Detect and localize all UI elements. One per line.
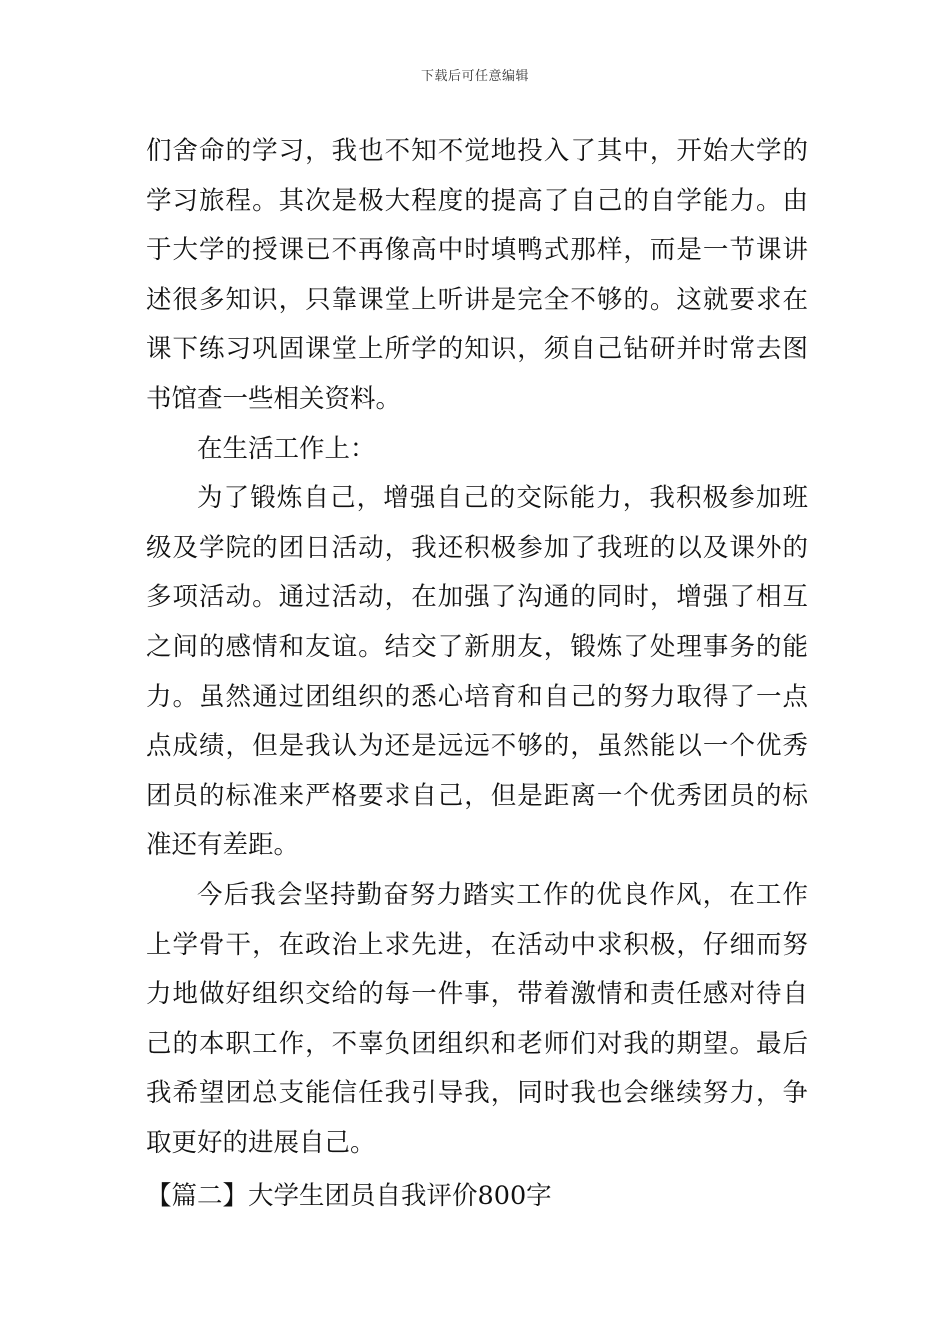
page-header-note: 下载后可任意编辑 <box>420 69 529 84</box>
paragraph-activities: 为了锻炼自己，增强自己的交际能力，我积极参加班级及学院的团日活动，我还积极参加了我班的以及课外的多项活动。通过活动，在加强了沟通的同时，增强了相互之间的感情和友谊。结交了新朋友，锻炼了处理事务的能力。虽然通过团组织的悉心培育和自己的努力取得了一点点成绩，但是我认为还是远远不够的，虽然能以一个优秀团员的标准来严格要求自己，但是距离一个优秀团员的标准还有差距。 <box>146 483 808 861</box>
section-title: 【篇二】大学生团员自我评价800字 <box>146 1181 552 1211</box>
paragraph-study-continued: 们舍命的学习，我也不知不觉地投入了其中，开始大学的学习旅程。其次是极大程度的提高了自己的自学能力。由于大学的授课已不再像高中时填鸭式那样，而是一节课讲述很多知识，只靠课堂上听讲是完全不够的。这就要求在课下练习巩固课堂上所学的知识，须自己钻研并时常去图书馆查一些相关资料。 <box>146 136 808 414</box>
subheading-life-work: 在生活工作上： <box>197 433 376 464</box>
paragraph-future-plans: 今后我会坚持勤奋努力踏实工作的优良作风，在工作上学骨干，在政治上求先进，在活动中求积极，仔细而努力地做好组织交给的每一件事，带着激情和责任感对待自己的本职工作，不辜负团组织和老师们对我的期望。最后我希望团总支能信任我引导我，同时我也会继续努力，争取更好的进展自己。 <box>146 879 808 1158</box>
document-body <box>146 127 808 1168</box>
